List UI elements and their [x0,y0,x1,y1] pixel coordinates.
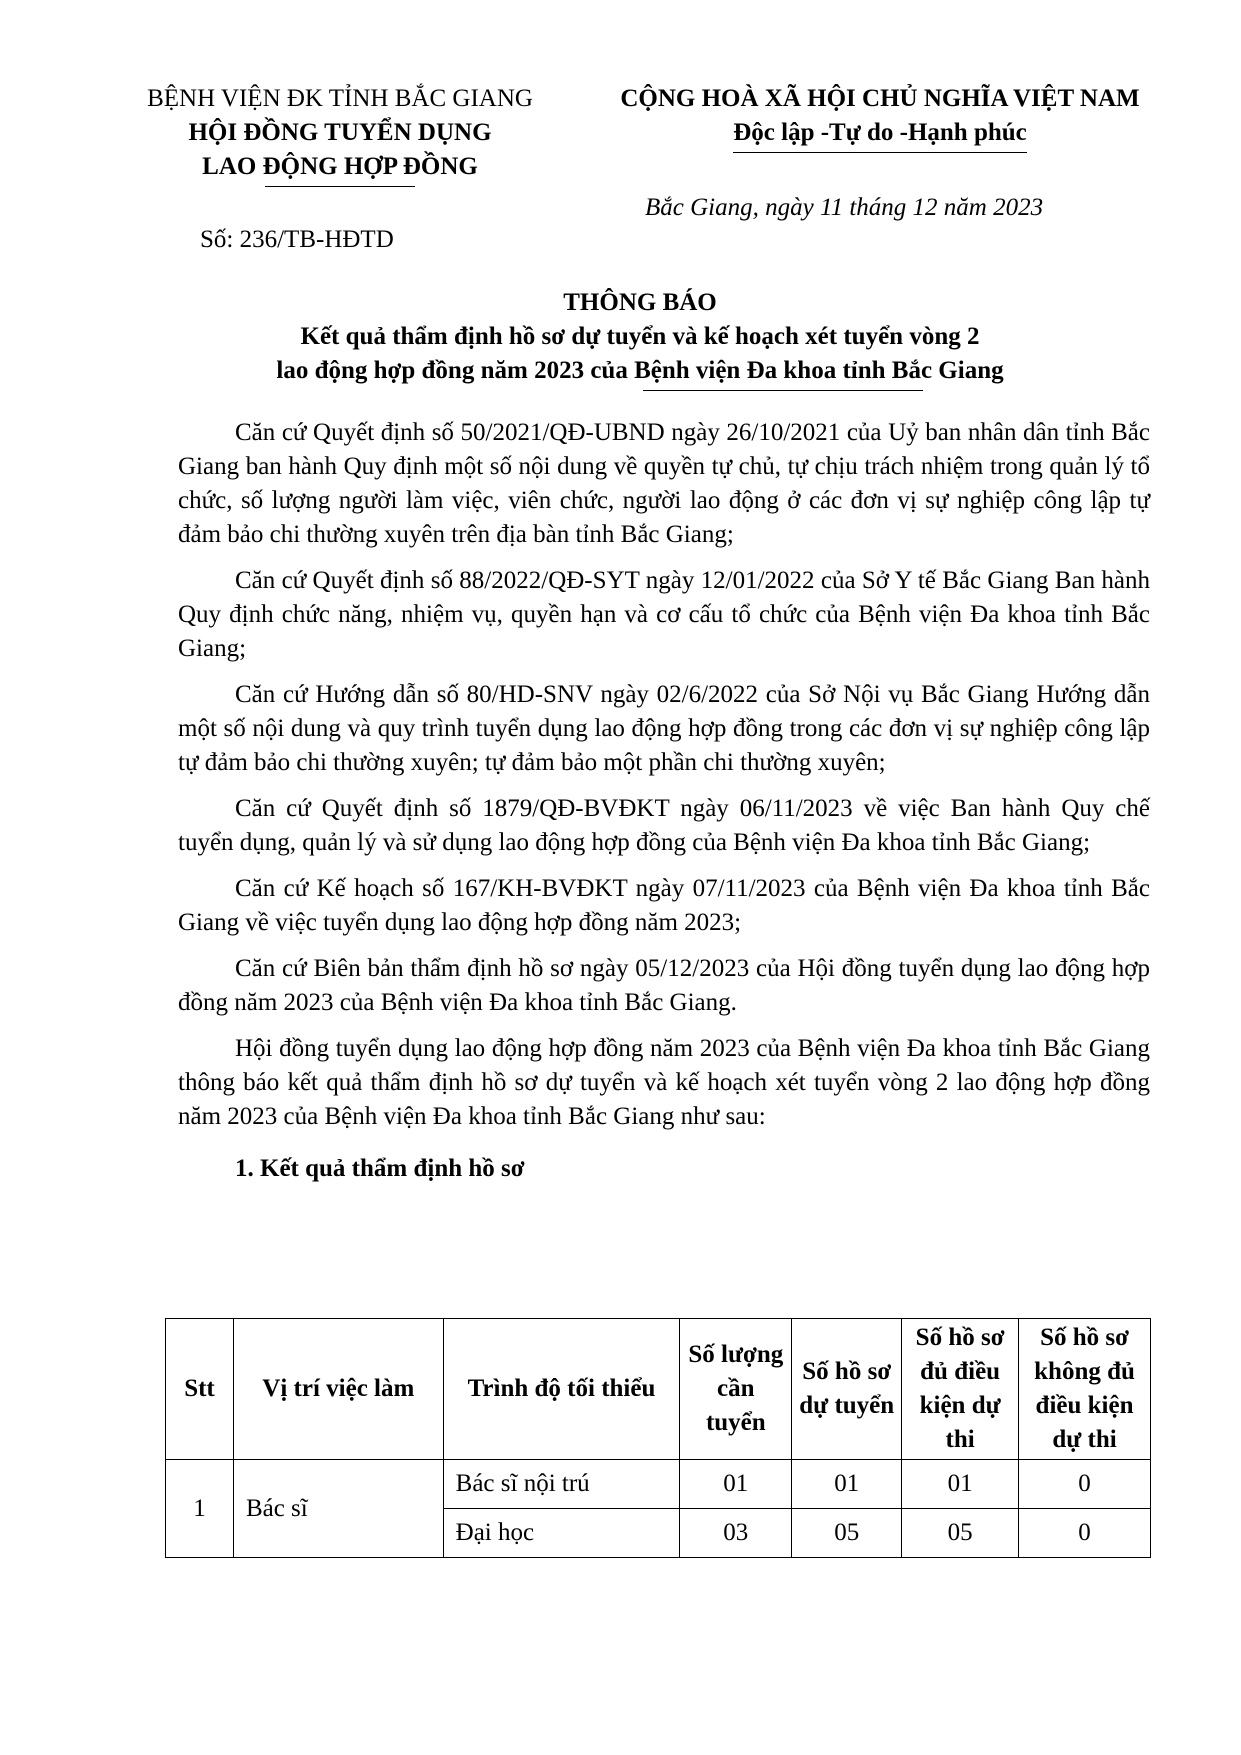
document-title: THÔNG BÁO [563,289,717,316]
cell-needed: 03 [680,1509,792,1558]
table-header-row [166,1319,1151,1460]
paragraph-legal-basis-2: Căn cứ Quyết định số 88/2022/QĐ-SYT ngày 12/01/2022 của Sở Y tế Bắc Giang Ban hành Quy định chức năng, nhiệm vụ, quyền hạn và cơ cấu tổ chức của Bệnh viện Đa khoa tỉnh Bắc Giang; [178,567,1150,662]
section-1-heading: 1. Kết quả thẩm định hồ sơ [235,1155,525,1182]
cell-eligible: 01 [902,1460,1019,1509]
cell-applied: 05 [792,1509,902,1558]
column-header-stt: Stt [166,1319,234,1460]
results-table [165,1318,1151,1558]
paragraph-legal-basis-5: Căn cứ Kế hoạch số 167/KH-BVĐKT ngày 07/11/2023 của Bệnh viện Đa khoa tỉnh Bắc Giang về việc tuyển dụng lao động hợp đồng năm 2023; [178,875,1150,936]
national-title: CỘNG HOÀ XÃ HỘI CHỦ NGHĨA VIỆT NAM [620,85,1140,112]
paragraph-legal-basis-4: Căn cứ Quyết định số 1879/QĐ-BVĐKT ngày 06/11/2023 về việc Ban hành Quy chế tuyển dụng, quản lý và sử dụng lao động hợp đồng của Bệnh viện Đa khoa tỉnh Bắc Giang; [178,795,1150,856]
column-header-ineligible: Số hồ sơ không đủ điều kiện dự thi [1019,1319,1151,1460]
document-subtitle-line1: Kết quả thẩm định hồ sơ dự tuyển và kế hoạch xét tuyển vòng 2 [300,323,980,350]
table-row [166,1460,1151,1509]
issuer-header [130,82,550,187]
title-underline [643,390,923,391]
cell-eligible: 05 [902,1509,1019,1558]
national-header [600,82,1160,153]
column-header-applied: Số hồ sơ dự tuyển [792,1319,902,1460]
cell-ineligible: 0 [1019,1509,1151,1558]
national-motto: Độc lập -Tự do -Hạnh phúc [733,116,1027,153]
column-header-eligible: Số hồ sơ đủ điều kiện dự thi [902,1319,1019,1460]
cell-needed: 01 [680,1460,792,1509]
paragraph-announcement: Hội đồng tuyển dụng lao động hợp đồng năm 2023 của Bệnh viện Đa khoa tỉnh Bắc Giang thông báo kết quả thẩm định hồ sơ dự tuyển và kế hoạch xét tuyển vòng 2 lao động hợp đồng năm 2023 của Bệnh viện Đa khoa tỉnh Bắc Giang như sau: [178,1035,1150,1130]
paragraph-legal-basis-1: Căn cứ Quyết định số 50/2021/QĐ-UBND ngày 26/10/2021 của Uỷ ban nhân dân tỉnh Bắc Giang ban hành Quy định một số nội dung về quyền tự chủ, tự chịu trách nhiệm trong quản lý tổ chức, số lượng người làm việc, viên chức, người lao động ở các đơn vị sự nghiệp công lập tự đảm bảo chi thường xuyên trên địa bàn tỉnh Bắc Giang; [178,419,1150,548]
cell-level: Bác sĩ nội trú [443,1460,680,1509]
document-number: Số: 236/TB-HĐTD [200,226,394,253]
cell-applied: 01 [792,1460,902,1509]
paragraph-legal-basis-6: Căn cứ Biên bản thẩm định hồ sơ ngày 05/12/2023 của Hội đồng tuyển dụng lao động hợp đồng năm 2023 của Bệnh viện Đa khoa tỉnh Bắc Giang. [178,955,1150,1016]
column-header-position: Vị trí việc làm [233,1319,443,1460]
cell-position: Bác sĩ [233,1460,443,1558]
column-header-needed: Số lượng cần tuyển [680,1319,792,1460]
document-subtitle-line2: lao động hợp đồng năm 2023 của Bệnh viện Đa khoa tỉnh Bắc Giang [276,357,1004,384]
document-body [178,416,1150,1186]
issuer-hospital: BỆNH VIỆN ĐK TỈNH BẮC GIANG [147,85,533,112]
issuer-council: HỘI ĐỒNG TUYỂN DỤNG [188,119,492,146]
document-title-block [120,286,1160,391]
cell-level: Đại học [443,1509,680,1558]
issuer-underline [265,186,415,187]
paragraph-legal-basis-3: Căn cứ Hướng dẫn số 80/HD-SNV ngày 02/6/2022 của Sở Nội vụ Bắc Giang Hướng dẫn một số nội dung và quy trình tuyển dụng lao động hợp đồng trong các đơn vị sự nghiệp công lập tự đảm bảo chi thường xuyên; tự đảm bảo một phần chi thường xuyên; [178,681,1150,776]
cell-ineligible: 0 [1019,1460,1151,1509]
cell-stt: 1 [166,1460,234,1558]
issuer-council-scope: LAO ĐỘNG HỢP ĐỒNG [202,153,478,180]
date-line: Bắc Giang, ngày 11 tháng 12 năm 2023 [645,194,1044,221]
column-header-level: Trình độ tối thiểu [443,1319,680,1460]
